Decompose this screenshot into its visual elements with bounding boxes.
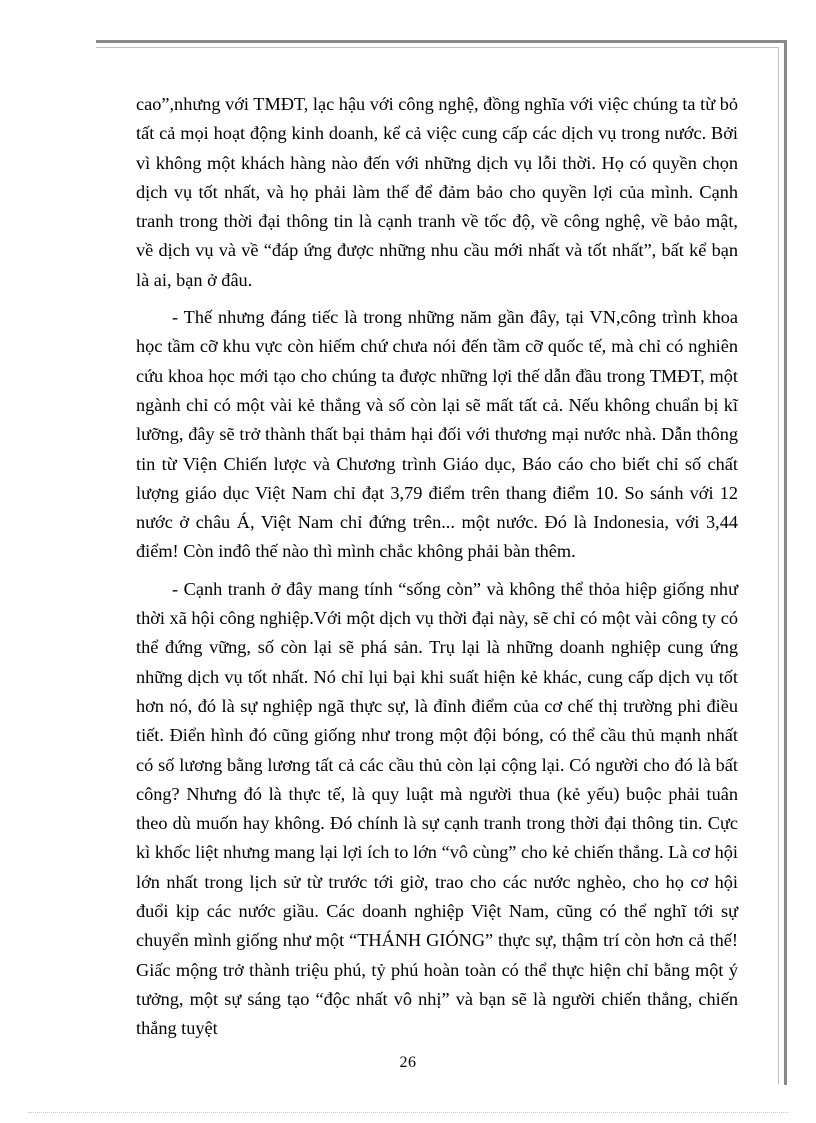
document-body xyxy=(136,90,738,1052)
paragraph-3: - Cạnh tranh ở đây mang tính “sống còn” và không thể thỏa hiệp giống như thời xã hội công nghiệp.Với một dịch vụ thời đại này, sẽ chỉ có một vài công ty có thể đứng vững, số còn lại sẽ phá sản. Trụ lại là những doanh nghiệp cung ứng những dịch vụ tốt nhất. Nó chỉ lụi bại khi suất hiện kẻ khác, cung cấp dịch vụ tốt hơn nó, đó là sự nghiệp ngã thực sự, là đỉnh điểm của cơ chế thị trường phi điều tiết. Điển hình đó cũng giống như trong một đội bóng, có thể cầu thủ mạnh nhất có số lương bằng lương tất cả các cầu thủ còn lại cộng lại. Có người cho đó là bất công? Nhưng đó là thực tế, là quy luật mà người thua (kẻ yếu) buộc phải tuân theo dù muốn hay không. Đó chính là sự cạnh tranh trong thời đại thông tin. Cực kì khốc liệt nhưng mang lại lợi ích to lớn “vô cùng” cho kẻ chiến thắng. Là cơ hội lớn nhất trong lịch sử từ trước tới giờ, trao cho các nước nghèo, cho họ cơ hội đuổi kịp các nước giầu. Các doanh nghiệp Việt Nam, cũng có thể nghĩ tới sự chuyển mình giống như một “THÁNH GIÓNG” thực sự, thậm trí còn hơn cả thế! Giấc mộng trở thành triệu phú, tỷ phú hoàn toàn có thể thực hiện chỉ bằng một ý tưởng, một sự sáng tạo “độc nhất vô nhị” và bạn sẽ là người chiến thắng, chiến thắng tuyệt xyxy=(136,578,738,1039)
footer-divider xyxy=(28,1112,788,1113)
paragraph-2: - Thế nhưng đáng tiếc là trong những năm gần đây, tại VN,công trình khoa học tầm cỡ khu vực còn hiếm chứ chưa nói đến tầm cỡ quốc tế, mà chỉ có nghiên cứu khoa học mới tạo cho chúng ta được những lợi thế dẫn đầu trong TMĐT, một ngành chỉ có một vài kẻ thắng và số còn lại sẽ mất tất cả. Nếu không chuẩn bị kĩ lưỡng, đây sẽ trở thành thất bại thảm hại đối với thương mại nước nhà. Dẫn thông tin từ Viện Chiến lược và Chương trình Giáo dục, Báo cáo cho biết chỉ số chất lượng giáo dục Việt Nam chỉ đạt 3,79 điểm trên thang điểm 10. So sánh với 12 nước ở châu Á, Việt Nam chỉ đứng trên... một nước. Đó là Indonesia, với 3,44 điểm! Còn inđô thế nào thì mình chắc không phải bàn thêm. xyxy=(136,307,738,562)
page-number: 26 xyxy=(399,1054,417,1071)
paragraph-1: cao”,nhưng với TMĐT, lạc hậu với công nghệ, đồng nghĩa với việc chúng ta từ bỏ tất cả mọi hoạt động kinh doanh, kể cả việc cung cấp các dịch vụ trong nước. Bởi vì không một khách hàng nào đến với những dịch vụ lỗi thời. Họ có quyền chọn dịch vụ tốt nhất, và họ phải làm thế để đảm bảo cho quyền lợi của mình. Cạnh tranh trong thời đại thông tin là cạnh tranh về tốc độ, về công nghệ, về bảo mật, về dịch vụ và về “đáp ứng được những nhu cầu mới nhất và tốt nhất”, bất kể bạn là ai, bạn ở đâu. xyxy=(136,94,738,290)
